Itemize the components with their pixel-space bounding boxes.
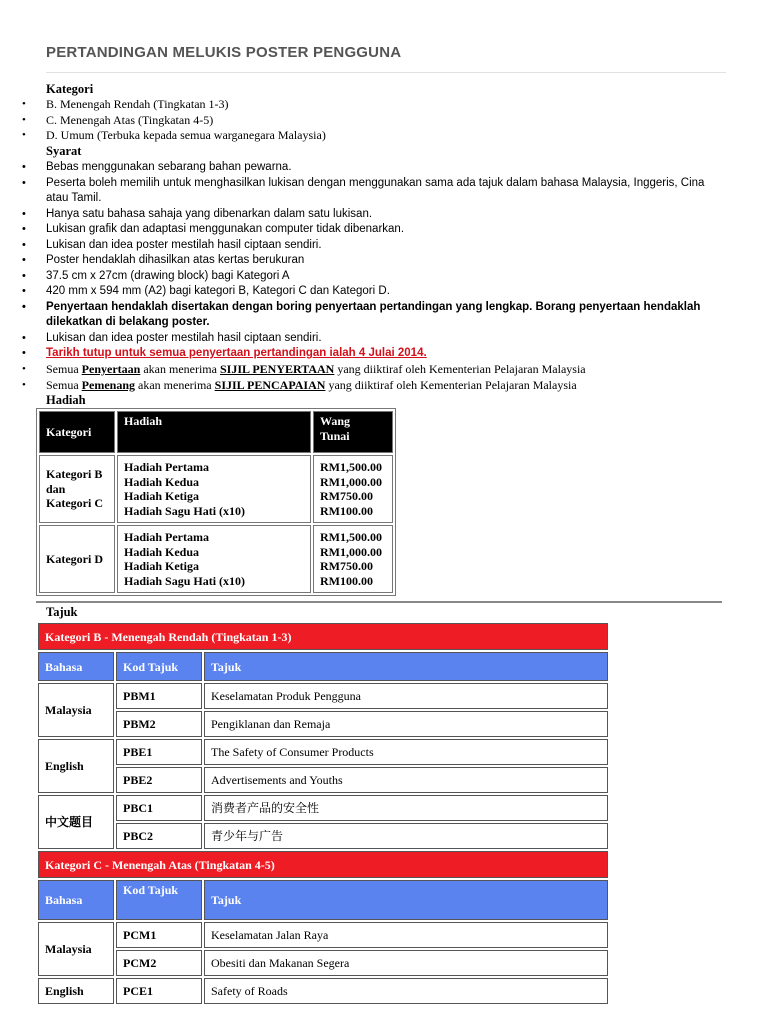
kategori-list	[0, 97, 326, 144]
prize-amount: RM1,000.00	[320, 474, 382, 489]
hadiah-col-kategori: Kategori	[39, 411, 115, 453]
hadiah-header-row	[39, 411, 393, 453]
topic-cell: Safety of Roads	[204, 978, 608, 1004]
sijil-text: yang diiktiraf oleh Kementerian Pelajaran Malaysia	[325, 377, 577, 392]
kategori-line: dan	[46, 481, 66, 496]
topic-cell: 消费者产品的安全性	[204, 795, 608, 821]
syarat-item-deadline	[0, 346, 706, 362]
col-bahasa: Bahasa	[38, 880, 114, 920]
prize-name: Hadiah Sagu Hati (x10)	[124, 503, 246, 518]
tajuk-section-header	[38, 851, 608, 878]
hadiah-col-wang-line: Tunai	[320, 428, 350, 443]
kategori-item: • B. Menengah Rendah (Tingkatan 1-3)	[0, 97, 326, 113]
hadiah-table	[36, 408, 396, 596]
topic-cell: Obesiti dan Makanan Segera	[204, 950, 608, 976]
page-title: PERTANDINGAN MELUKIS POSTER PENGGUNA	[46, 44, 402, 61]
prize-amount: RM1,500.00	[320, 530, 382, 544]
prize-amount: RM750.00	[320, 559, 373, 573]
kategori-line: Kategori D	[46, 551, 103, 566]
tajuk-column-header	[38, 652, 608, 681]
col-kod-tajuk: Kod Tajuk	[116, 652, 202, 681]
code-cell: PBC2	[116, 823, 202, 849]
table-row	[38, 922, 608, 948]
hadiah-col-hadiah: Hadiah	[117, 411, 311, 453]
tajuk-table	[36, 621, 610, 1006]
hadiah-kategori-cell	[39, 525, 115, 593]
kategori-heading: Kategori	[46, 82, 94, 96]
sijil-text: Semua	[46, 377, 82, 392]
col-tajuk: Tajuk	[204, 652, 608, 681]
sijil-who: Penyertaan	[81, 362, 141, 376]
section-title: Kategori C - Menengah Atas (Tingkatan 4-5)	[38, 851, 608, 878]
code-cell: PCM2	[116, 950, 202, 976]
sijil-cert: SIJIL PENCAPAIAN	[214, 377, 326, 392]
tajuk-column-header	[38, 880, 608, 920]
sijil-text: akan menerima	[135, 377, 215, 392]
prize-amount: RM1,000.00	[320, 544, 382, 559]
prize-amount: RM1,500.00	[320, 460, 382, 474]
table-row	[38, 978, 608, 1004]
language-cell: English	[38, 739, 114, 793]
syarat-item-bold: • Penyertaan hendaklah disertakan dengan boring penyertaan pertandingan yang lengkap. Borang penyertaan hendaklah dilekatkan di belakang poster.	[0, 300, 706, 331]
prize-amount: RM100.00	[320, 573, 373, 588]
prize-name: Hadiah Pertama	[124, 530, 209, 544]
table-row	[38, 950, 608, 976]
title-divider	[46, 72, 726, 73]
prize-name: Hadiah Ketiga	[124, 559, 200, 573]
syarat-item: • Bebas menggunakan sebarang bahan pewarna.	[0, 160, 706, 176]
sijil-text: akan menerima	[140, 362, 220, 376]
sijil-cert: SIJIL PENYERTAAN	[219, 362, 335, 376]
hadiah-amount-cell	[313, 525, 393, 593]
syarat-item: • 420 mm x 594 mm (A2) bagi kategori B, Kategori C dan Kategori D.	[0, 284, 706, 300]
sijil-penyertaan-item	[0, 362, 586, 378]
syarat-list	[0, 160, 706, 362]
language-cell: Malaysia	[38, 922, 114, 976]
language-cell: Malaysia	[38, 683, 114, 737]
tajuk-section-header	[38, 623, 608, 650]
language-cell: 中文题目	[38, 795, 114, 849]
topic-cell: Pengiklanan dan Remaja	[204, 711, 608, 737]
kategori-line: Kategori B	[46, 467, 103, 482]
table-row	[38, 739, 608, 765]
hadiah-kategori-cell	[39, 455, 115, 523]
hadiah-row	[39, 455, 393, 523]
sijil-list	[0, 362, 586, 393]
topic-cell: The Safety of Consumer Products	[204, 739, 608, 765]
code-cell: PBE2	[116, 767, 202, 793]
hadiah-col-wang	[313, 411, 393, 453]
sijil-text: Semua	[46, 362, 82, 376]
tajuk-divider	[36, 601, 722, 603]
language-cell: English	[38, 978, 114, 1004]
table-row	[38, 823, 608, 849]
syarat-heading: Syarat	[46, 144, 82, 158]
sijil-text: yang diiktiraf oleh Kementerian Pelajaran Malaysia	[334, 362, 586, 376]
table-row	[38, 711, 608, 737]
sijil-who: Pemenang	[81, 377, 135, 392]
table-row	[38, 795, 608, 821]
topic-cell: 青少年与广告	[204, 823, 608, 849]
code-cell: PCE1	[116, 978, 202, 1004]
prize-name: Hadiah Pertama	[124, 460, 209, 474]
hadiah-amount-cell	[313, 455, 393, 523]
col-bahasa: Bahasa	[38, 652, 114, 681]
prize-amount: RM100.00	[320, 503, 373, 518]
code-cell: PBM2	[116, 711, 202, 737]
prize-name: Hadiah Kedua	[124, 474, 200, 489]
topic-cell: Keselamatan Produk Pengguna	[204, 683, 608, 709]
syarat-item: • Hanya satu bahasa sahaja yang dibenarkan dalam satu lukisan.	[0, 207, 706, 223]
prize-name: Hadiah Kedua	[124, 544, 200, 559]
deadline-text: Tarikh tutup untuk semua penyertaan pertandingan ialah 4 Julai 2014.	[46, 347, 427, 359]
kategori-line: Kategori C	[46, 496, 103, 511]
prize-name: Hadiah Ketiga	[124, 489, 200, 503]
section-title: Kategori B - Menengah Rendah (Tingkatan 1-3)	[38, 623, 608, 650]
col-tajuk: Tajuk	[204, 880, 608, 920]
syarat-item: • Peserta boleh memilih untuk menghasilkan lukisan dengan menggunakan sama ada tajuk dalam bahasa Malaysia, Inggeris, Cina atau Tamil.	[0, 176, 706, 207]
kategori-item: • D. Umum (Terbuka kepada semua warganegara Malaysia)	[0, 128, 326, 144]
hadiah-row	[39, 525, 393, 593]
syarat-item: • Poster hendaklah dihasilkan atas kertas berukuran	[0, 253, 706, 269]
topic-cell: Advertisements and Youths	[204, 767, 608, 793]
table-row	[38, 683, 608, 709]
hadiah-prize-cell	[117, 525, 311, 593]
sijil-pencapaian-item	[0, 378, 586, 394]
code-cell: PCM1	[116, 922, 202, 948]
prize-name: Hadiah Sagu Hati (x10)	[124, 573, 246, 588]
topic-cell: Keselamatan Jalan Raya	[204, 922, 608, 948]
syarat-item: • Lukisan dan idea poster mestilah hasil ciptaan sendiri.	[0, 238, 706, 254]
code-cell: PBM1	[116, 683, 202, 709]
syarat-item: • Lukisan grafik dan adaptasi menggunakan computer tidak dibenarkan.	[0, 222, 706, 238]
prize-amount: RM750.00	[320, 489, 373, 503]
table-row	[38, 767, 608, 793]
hadiah-prize-cell	[117, 455, 311, 523]
col-kod-tajuk: Kod Tajuk	[116, 880, 202, 920]
kategori-item: • C. Menengah Atas (Tingkatan 4-5)	[0, 113, 326, 129]
syarat-item: • 37.5 cm x 27cm (drawing block) bagi Kategori A	[0, 269, 706, 285]
syarat-item: • Lukisan dan idea poster mestilah hasil ciptaan sendiri.	[0, 331, 706, 347]
code-cell: PBE1	[116, 739, 202, 765]
hadiah-heading: Hadiah	[46, 393, 86, 407]
hadiah-col-wang-line: Wang	[320, 414, 351, 428]
tajuk-heading: Tajuk	[46, 605, 78, 619]
code-cell: PBC1	[116, 795, 202, 821]
